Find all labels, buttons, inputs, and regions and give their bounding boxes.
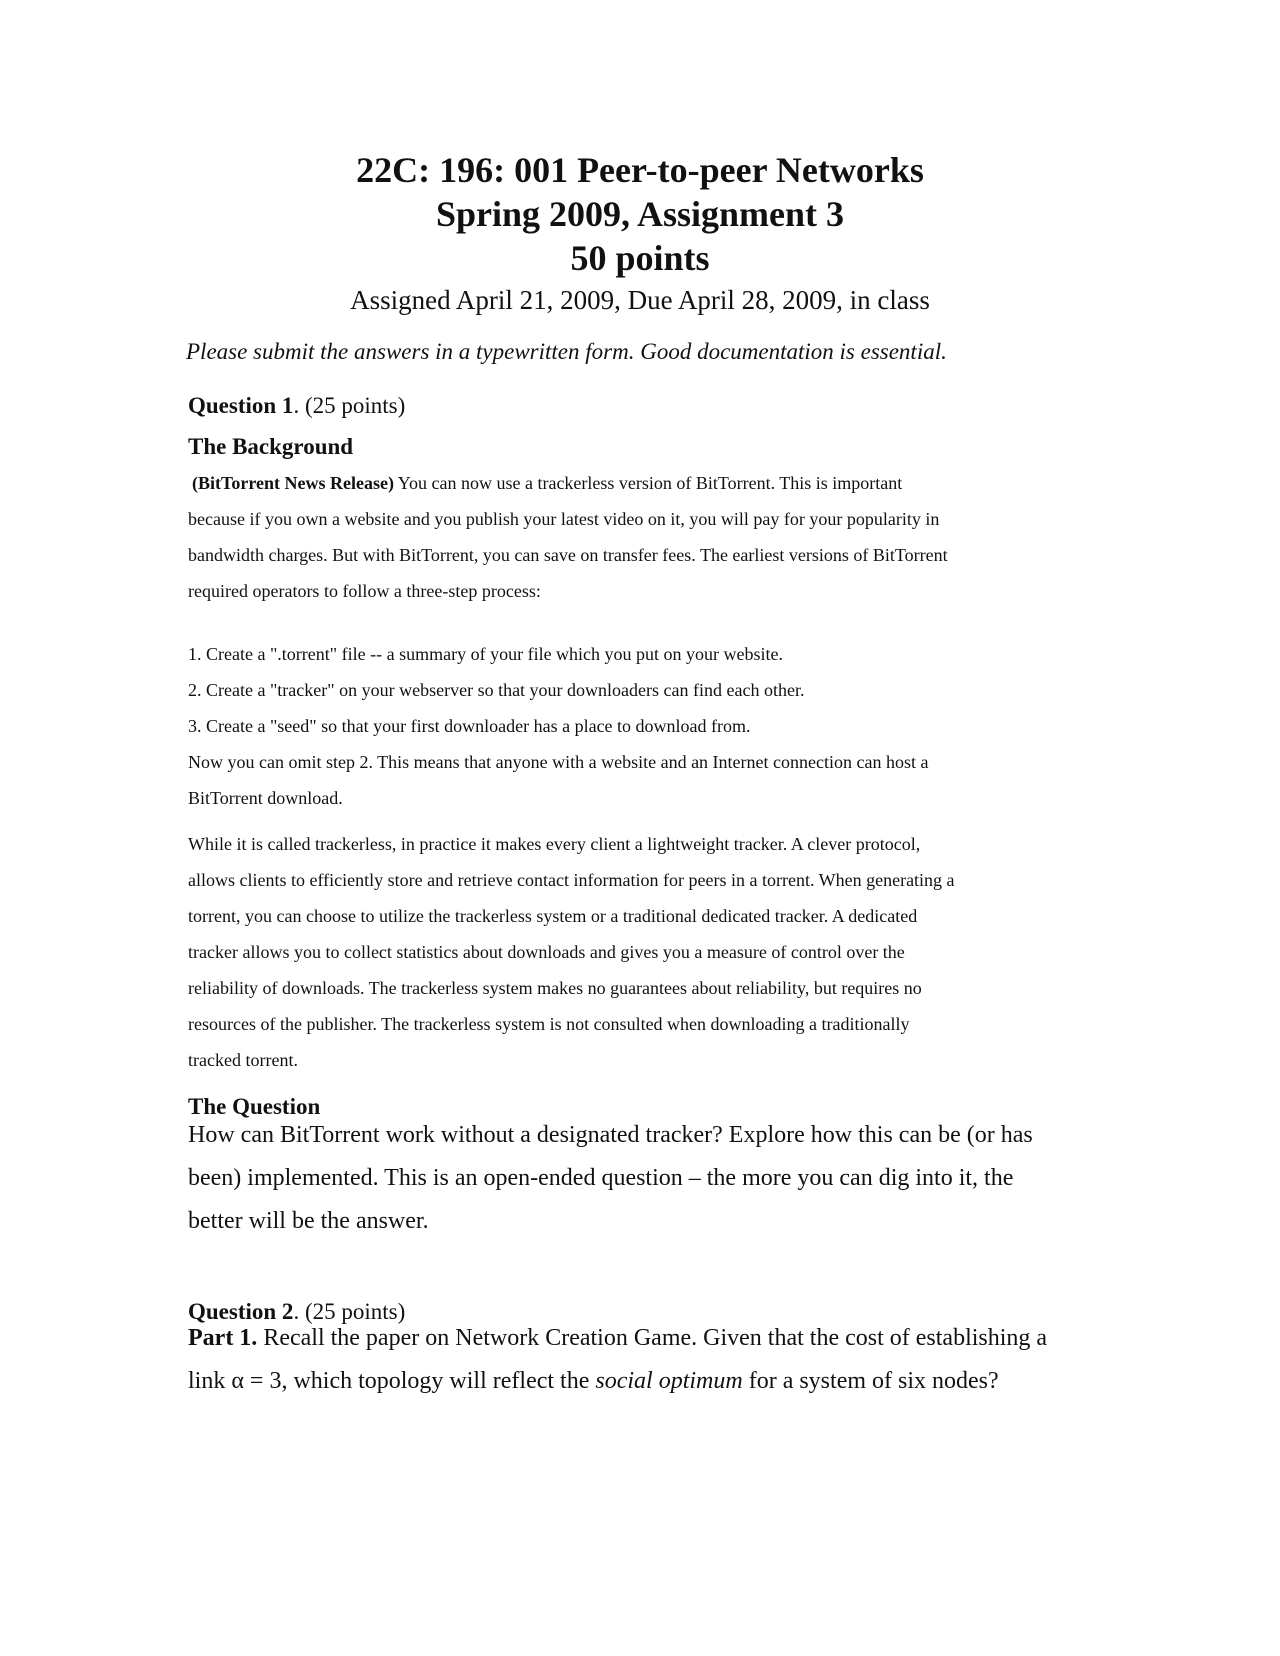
news-release-line: required operators to follow a three-step process: (188, 581, 541, 601)
trackerless-paragraph (188, 826, 1088, 1078)
question-line: better will be the answer. (188, 1208, 429, 1234)
question-1-points: . (25 points) (293, 393, 406, 418)
steps-list (188, 636, 1088, 816)
news-release-line: You can now use a trackerless version of BitTorrent. This is important (393, 473, 903, 493)
step-item: 3. Create a "seed" so that your first downloader has a place to download from. (188, 716, 751, 736)
part-1-line-post: for a system of six nodes? (742, 1368, 999, 1394)
trackerless-line: tracked torrent. (188, 1050, 298, 1070)
question-line: been) implemented. This is an open-ended question – the more you can dig into it, the (188, 1165, 1014, 1191)
omit-line: BitTorrent download. (188, 788, 343, 808)
instructions: Please submit the answers in a typewritten form. Good documentation is essential. (186, 339, 947, 364)
points-title: 50 points (570, 238, 710, 278)
assignment-title: Spring 2009, Assignment 3 (435, 194, 845, 234)
question-2-points: . (25 points) (293, 1299, 406, 1324)
question-1-label: Question 1 (188, 393, 294, 418)
background-heading: The Background (188, 434, 354, 459)
question-1-body (188, 1114, 1108, 1243)
step-item: 1. Create a ".torrent" file -- a summary of your file which you put on your website. (188, 644, 784, 664)
step-item: 2. Create a "tracker" on your webserver so that your downloaders can find each other. (188, 680, 805, 700)
part-1-line-pre: link α = 3, which topology will reflect the (188, 1368, 596, 1394)
trackerless-line: allows clients to efficiently store and retrieve contact information for peers in a torrent. When generating a (188, 870, 955, 890)
question-2-part-1 (188, 1317, 1108, 1403)
course-title: 22C: 196: 001 Peer-to-peer Networks (356, 150, 924, 190)
news-release-line: bandwidth charges. But with BitTorrent, you can save on transfer fees. The earliest versions of BitTorrent (188, 545, 948, 565)
part-1-label: Part 1. (188, 1325, 258, 1351)
dates-line: Assigned April 21, 2009, Due April 28, 2009, in class (350, 285, 930, 315)
news-release-paragraph (188, 465, 1088, 609)
trackerless-line: torrent, you can choose to utilize the trackerless system or a traditional dedicated tracker. A dedicated (188, 906, 918, 926)
question-1-heading (188, 391, 405, 421)
title-block (0, 148, 1280, 318)
news-release-label: (BitTorrent News Release) (192, 473, 394, 493)
social-optimum-term: social optimum (595, 1368, 743, 1394)
trackerless-line: tracker allows you to collect statistics about downloads and gives you a measure of control over the (188, 942, 905, 962)
trackerless-line: While it is called trackerless, in practice it makes every client a lightweight tracker. A clever protocol, (188, 834, 921, 854)
question-2-label: Question 2 (188, 1299, 294, 1324)
question-line: How can BitTorrent work without a designated tracker? Explore how this can be (or has (188, 1122, 1033, 1148)
question-heading: The Question (188, 1094, 321, 1119)
trackerless-line: resources of the publisher. The trackerless system is not consulted when downloading a traditionally (188, 1014, 910, 1034)
news-release-line: because if you own a website and you publish your latest video on it, you will pay for your popularity in (188, 509, 940, 529)
part-1-line: Recall the paper on Network Creation Game. Given that the cost of establishing a (257, 1325, 1048, 1351)
trackerless-line: reliability of downloads. The trackerless system makes no guarantees about reliability, but requires no (188, 978, 922, 998)
omit-line: Now you can omit step 2. This means that anyone with a website and an Internet connection can host a (188, 752, 929, 772)
